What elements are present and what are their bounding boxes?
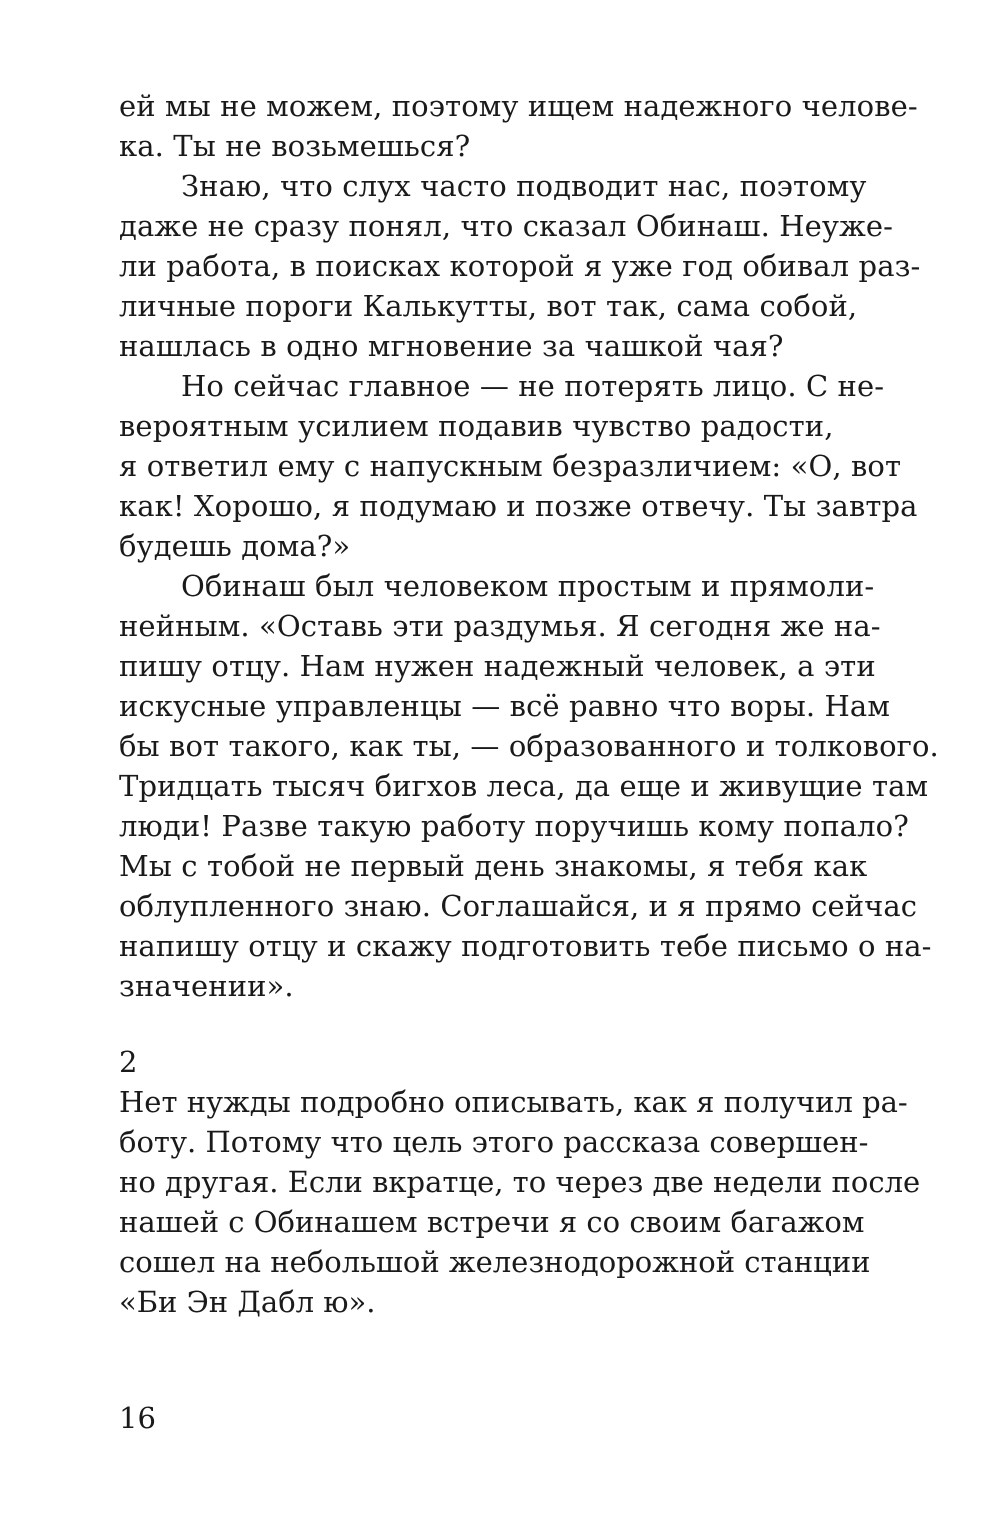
text-line: личные пороги Калькутты, вот так, сама собой, [119, 289, 858, 323]
text-line: даже не сразу понял, что сказал Обинаш. Неуже- [119, 209, 894, 243]
text-line: сошел на небольшой железнодорожной станции [119, 1245, 871, 1279]
text-line: облупленного знаю. Соглашайся, и я прямо сейчас [119, 889, 918, 923]
text-line: Нет нужды подробно описывать, как я получил ра- [119, 1085, 908, 1119]
text-line: нашлась в одно мгновение за чашкой чая? [119, 329, 784, 363]
text-line: ка. Ты не возьмешься? [119, 129, 471, 163]
text-line: нашей с Обинашем встречи я со своим багажом [119, 1205, 865, 1239]
paragraph-start-line: Знаю, что слух часто подводит нас, поэтому [181, 169, 867, 203]
text-line: бы вот такого, как ты, — образованного и толкового. [119, 729, 939, 763]
text-line: «Би Эн Дабл ю». [119, 1285, 376, 1319]
text-line: Мы с тобой не первый день знакомы, я тебя как [119, 849, 868, 883]
text-line: я ответил ему с напускным безразличием: «О, вот [119, 449, 902, 483]
paragraph-start-line: Обинаш был человеком простым и прямоли- [181, 569, 875, 603]
text-line: боту. Потому что цель этого рассказа совершен- [119, 1125, 869, 1159]
text-line: Тридцать тысяч бигхов леса, да еще и живущие там [119, 769, 929, 803]
text-line: значении». [119, 969, 294, 1003]
text-line: но другая. Если вкратце, то через две недели после [119, 1165, 921, 1199]
page-number: 16 [119, 1401, 156, 1435]
text-line: люди! Разве такую работу поручишь кому попало? [119, 809, 909, 843]
text-line: нейным. «Оставь эти раздумья. Я сегодня же на- [119, 609, 881, 643]
text-line: искусные управленцы — всё равно что воры. Нам [119, 689, 890, 723]
text-line: напишу отцу и скажу подготовить тебе письмо о на- [119, 929, 932, 963]
text-line: пишу отцу. Нам нужен надежный человек, а эти [119, 649, 876, 683]
text-line: ли работа, в поисках которой я уже год обивал раз- [119, 249, 921, 283]
text-line: ей мы не можем, поэтому ищем надежного челове- [119, 89, 918, 123]
section-number: 2 [119, 1045, 138, 1079]
section-two [119, 1042, 919, 1322]
main-text [119, 86, 939, 1006]
text-line: как! Хорошо, я подумаю и позже отвечу. Ты завтра [119, 489, 918, 523]
text-line: будешь дома?» [119, 529, 351, 563]
paragraph-start-line: Но сейчас главное — не потерять лицо. С не- [181, 369, 885, 403]
text-line: вероятным усилием подавив чувство радости, [119, 409, 834, 443]
